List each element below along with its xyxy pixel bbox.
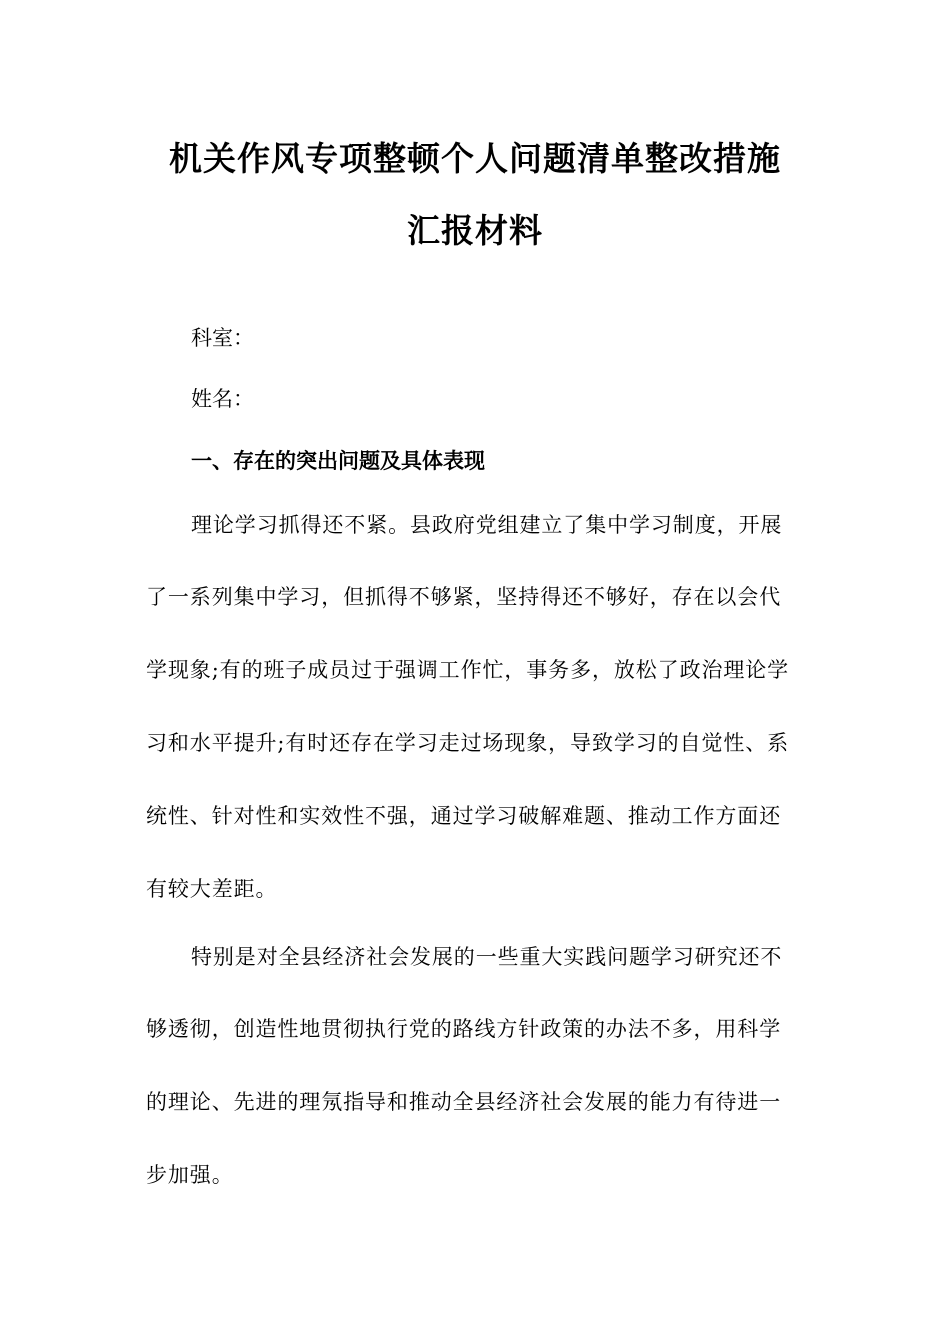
paragraph-line: 学现象;有的班子成员过于强调工作忙，事务多，放松了政治理论学 [146,658,790,682]
paragraph-line: 步加强。 [146,1163,234,1187]
name-label: 姓名： [191,387,254,411]
section-heading: 一、存在的突出问题及具体表现 [191,449,485,473]
paragraph-line: 理论学习抓得还不紧。县政府党组建立了集中学习制度，开展 [191,513,783,537]
paragraph-line: 够透彻，创造性地贯彻执行党的路线方针政策的办法不多，用科学 [146,1017,782,1041]
document-title-line-1: 机关作风专项整顿个人问题清单整改措施 [169,139,781,178]
document-title-line-2: 汇报材料 [407,211,543,250]
paragraph-line: 统性、针对性和实效性不强，通过学习破解难题、推动工作方面还 [146,804,782,828]
paragraph-line: 的理论、先进的理氖指导和推动全县经济社会发展的能力有待进一 [146,1090,782,1114]
department-label: 科室： [191,326,254,350]
paragraph-line: 了一系列集中学习，但抓得不够紧，坚持得还不够好，存在以会代 [146,585,782,609]
paragraph-line: 有较大差距。 [146,877,278,901]
paragraph-line: 特别是对全县经济社会发展的一些重大实践问题学习研究还不 [191,945,783,969]
paragraph-line: 习和水平提升;有时还存在学习走过场现象，导致学习的自觉性、系 [146,731,790,755]
